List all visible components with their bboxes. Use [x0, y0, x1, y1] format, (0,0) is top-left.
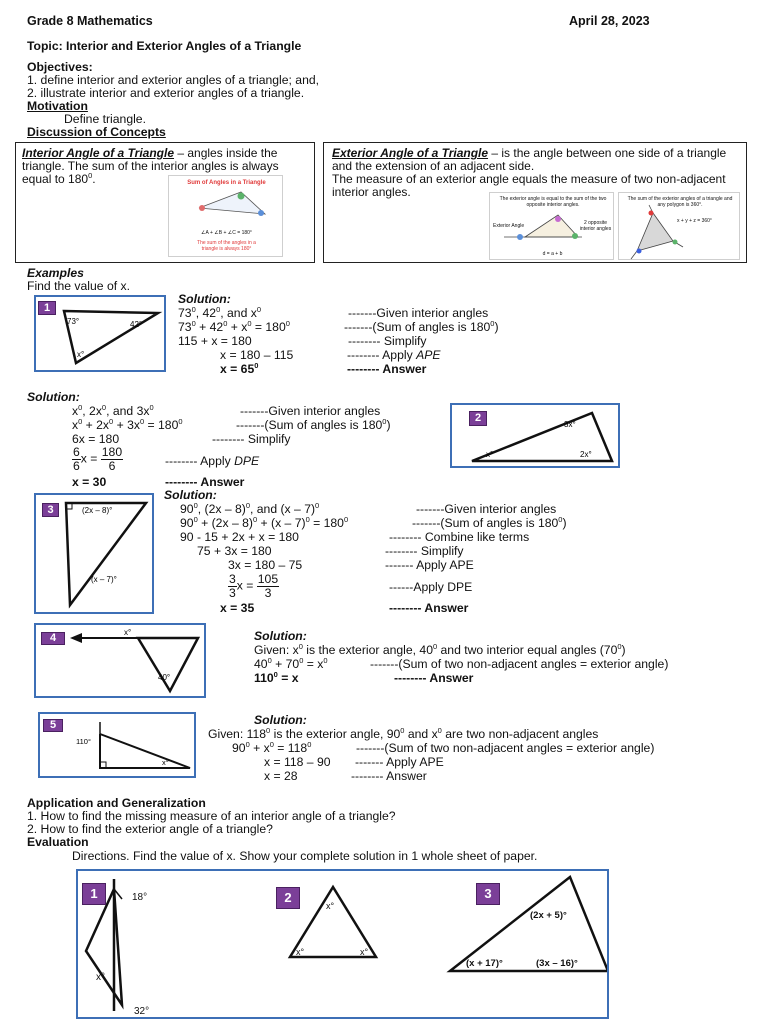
document-title: Grade 8 Mathematics: [27, 14, 153, 28]
example-3-reason-5: ------- Apply APE: [385, 558, 474, 572]
document-date: April 28, 2023: [569, 14, 650, 28]
evaluation-directions: Directions. Find the value of x. Show your complete solution in 1 whole sheet of paper.: [72, 849, 538, 863]
example-3-reason-1: -------Given interior angles: [416, 502, 557, 516]
svg-text:110°: 110°: [76, 737, 91, 746]
example-3-line-5: 3x = 180 – 75: [228, 558, 303, 572]
example-2-reason-2: -------(Sum of angles is $180^0$): [236, 417, 391, 432]
example-4-badge: 4: [41, 632, 65, 645]
example-2-line-4: $\frac{6}{6}$ x = $\frac{180}{6}$: [73, 445, 123, 473]
example-5-line-2: $90^0 + x^0 = 118^0$: [232, 740, 312, 755]
examples-heading: Examples: [27, 266, 84, 280]
eval-3-badge: 3: [476, 883, 500, 905]
svg-text:40°: 40°: [158, 673, 171, 682]
svg-text:x°: x°: [486, 450, 494, 459]
example-3-line-1: $90^0$, (2x – 8)$^0$, and (x – 7)$^0$: [180, 501, 320, 516]
example-1-line-1: $73^0$, $42^0$, and $x^0$: [178, 305, 262, 320]
objectives-heading: Objectives:: [27, 60, 93, 74]
example-1-reason-4: -------- Apply APE: [347, 348, 441, 362]
example-2-figure: [450, 403, 620, 468]
example-5-reason-3: ------- Apply APE: [355, 755, 444, 769]
discussion-heading: Discussion of Concepts: [27, 125, 166, 139]
eval-2-angle-a: x°: [326, 901, 335, 911]
interior-angle-box: [15, 142, 315, 263]
motivation-text: Define triangle.: [64, 112, 146, 126]
eval-1-angle-b: x°: [96, 972, 105, 983]
exterior-angle-box: [323, 142, 747, 263]
svg-text:x°: x°: [124, 628, 132, 637]
objective-item: 1. define interior and exterior angles of a triangle; and,: [27, 73, 320, 87]
example-3-reason-6: ------Apply DPE: [389, 580, 473, 594]
example-1-line-2: $73^0 + 42^0 + x^0 = 180^0$: [178, 319, 290, 334]
example-5-line-3: x = 118 – 90: [264, 755, 331, 769]
exterior-angle-definition: Exterior Angle of a Triangle – is the angle between one side of a triangle and the extension of an adjacent side. The measure of an exterior angle equals the measure of two non-adjacent interior angles.: [332, 146, 727, 199]
example-4-answer: $110^0 = x$: [254, 670, 299, 685]
eval-3-angle-c: (3x – 16)°: [536, 958, 578, 969]
exterior-sum-triangle-icon: [619, 193, 741, 261]
application-heading: Application and Generalization: [27, 796, 206, 810]
application-item: 1. How to find the missing measure of an interior angle of a triangle?: [27, 809, 396, 823]
eval-1-angle-c: 32°: [134, 1006, 150, 1017]
example-5-figure: [38, 712, 196, 778]
example-3-line-6: $\frac{3}{3}$ x = $\frac{105}{3}$: [229, 572, 279, 600]
example-3-badge: 3: [42, 503, 59, 517]
exterior-angle-term: Exterior Angle of a Triangle: [332, 146, 489, 160]
example-5-line-1: Given: $118^0$ is the exterior angle, $90^0$ and $x^0$ are two non-adjacent angles: [208, 726, 599, 741]
application-item: 2. How to find the exterior angle of a triangle?: [27, 822, 273, 836]
example-4-line-2: $40^0 + 70^0 = x^0$: [254, 656, 328, 671]
example-2-reason-4: -------- Apply DPE: [165, 454, 260, 468]
svg-text:(2x – 8)°: (2x – 8)°: [82, 506, 113, 515]
svg-text:2x°: 2x°: [580, 450, 592, 459]
example-5-badge: 5: [43, 719, 63, 732]
evaluation-figures: [76, 869, 609, 1019]
evaluation-triangles: [78, 871, 607, 1017]
svg-text:73°: 73°: [67, 317, 80, 326]
eval-1-badge: 1: [82, 883, 106, 905]
eval-2-angle-b: x°: [296, 947, 305, 957]
example-2-reason-3: -------- Simplify: [212, 432, 291, 446]
example-3-figure: [34, 493, 154, 614]
example-2-line-3: 6x = 180: [72, 432, 120, 446]
svg-text:(x – 7)°: (x – 7)°: [91, 575, 117, 584]
example-3-answer: x = 35: [220, 601, 255, 615]
example-3-line-2: $90^0 + (2x - 8)^0 + (x - 7)^0 = 180^0$: [180, 515, 349, 530]
example-4-figure: [34, 623, 206, 698]
example-4-solution-heading: Solution:: [254, 629, 307, 643]
example-3-solution-heading: Solution:: [164, 488, 217, 502]
example-3-reason-4: -------- Simplify: [385, 544, 464, 558]
exterior-sum-thumbnail: The sum of the exterior angles of a triangle and any polygon is 360°. x + y + z = 360°: [618, 192, 740, 260]
example-5-solution-heading: Solution:: [254, 713, 307, 727]
example-2-badge: 2: [469, 411, 487, 426]
example-3-answer-label: -------- Answer: [389, 601, 469, 615]
angle-sum-thumbnail: Sum of Angles in a Triangle ∠A + ∠B + ∠C = 180° The sum of the angles in a triangle is always 180°: [168, 175, 283, 257]
example-5-reason-4: -------- Answer: [351, 769, 427, 783]
example-5-triangle: [40, 714, 194, 776]
example-4-answer-label: -------- Answer: [394, 671, 474, 685]
motivation-heading: Motivation: [27, 99, 88, 113]
example-3-reason-2: -------(Sum of angles is $180^0$): [412, 515, 567, 530]
svg-text:3x°: 3x°: [564, 420, 576, 429]
example-1-badge: 1: [38, 301, 56, 315]
example-2-reason-1: -------Given interior angles: [240, 404, 381, 418]
svg-text:x°: x°: [162, 758, 169, 767]
example-4-line-1: Given: $x^0$ is the exterior angle, $40^0$ and two interior equal angles $(70^0)$: [254, 642, 626, 657]
example-1-reason-3: -------- Simplify: [348, 334, 427, 348]
eval-3-angle-b: (x + 17)°: [466, 958, 503, 969]
eval-2-angle-c: x°: [360, 947, 369, 957]
eval-2-badge: 2: [276, 887, 300, 909]
example-2-line-2: $x^0 + 2x^0 + 3x^0 = 180^0$: [72, 417, 183, 432]
example-2-line-1: $x^0$, $2x^0$, and $3x^0$: [72, 403, 154, 418]
evaluation-heading: Evaluation: [27, 835, 89, 849]
example-3-line-4: 75 + 3x = 180: [197, 544, 272, 558]
example-1-line-4: x = 180 – 115: [220, 348, 294, 362]
example-1-reason-1: -------Given interior angles: [348, 306, 489, 320]
svg-text:42°: 42°: [130, 320, 143, 329]
example-1-answer: $x = 65^0$: [220, 361, 259, 376]
examples-instruction: Find the value of x.: [27, 279, 130, 293]
example-1-reason-2: -------(Sum of angles is $180^0$): [344, 319, 499, 334]
example-5-reason-2: -------(Sum of two non-adjacent angles = exterior angle): [356, 741, 655, 755]
example-4-reason-2: -------(Sum of two non-adjacent angles = exterior angle): [370, 657, 669, 671]
interior-angle-definition: Interior Angle of a Triangle – angles inside the triangle. The sum of the interior angles is always equal to $180^0$.: [22, 146, 279, 186]
example-1-figure: [34, 295, 166, 372]
example-3-reason-3: -------- Combine like terms: [389, 530, 530, 544]
example-1-answer-label: -------- Answer: [347, 362, 427, 376]
example-1-solution-heading: Solution:: [178, 292, 231, 306]
topic-heading: Topic: Interior and Exterior Angles of a Triangle: [27, 39, 302, 53]
example-2-answer-label: -------- Answer: [165, 475, 245, 489]
interior-angle-term: Interior Angle of a Triangle: [22, 146, 175, 160]
objective-item: 2. illustrate interior and exterior angles of a triangle.: [27, 86, 305, 100]
example-1-line-3: 115 + x = 180: [178, 334, 252, 348]
svg-text:x°: x°: [77, 350, 85, 359]
eval-3-angle-a: (2x + 5)°: [530, 910, 567, 921]
exterior-angle-thumbnail: The exterior angle is equal to the sum of the two opposite interior angles. Exterior Angle 2 opposite interior angles d = a + b: [489, 192, 614, 260]
example-2-solution-heading: Solution:: [27, 390, 80, 404]
example-5-line-4: x = 28: [264, 769, 298, 783]
eval-1-angle-a: 18°: [132, 892, 148, 903]
example-2-answer: x = 30: [72, 475, 107, 489]
example-3-line-3: 90 - 15 + 2x + x = 180: [180, 530, 299, 544]
